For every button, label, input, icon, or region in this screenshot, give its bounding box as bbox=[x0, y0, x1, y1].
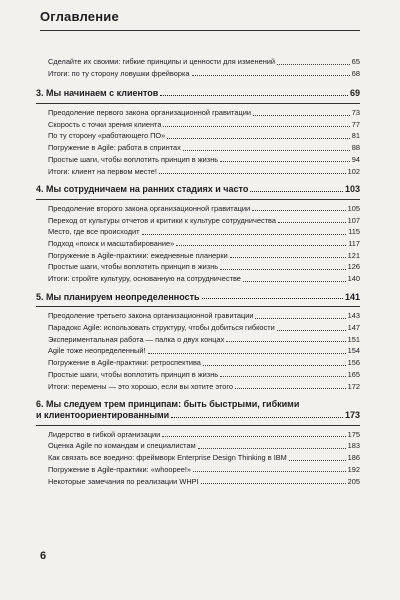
entry-title: По ту сторону «работающего ПО» bbox=[48, 131, 166, 141]
entry-title: Итоги: перемены — это хорошо, если вы хотите этого bbox=[48, 381, 234, 391]
entry-title: Некоторые замечания по реализации WHPI bbox=[48, 476, 199, 486]
entry-page: 107 bbox=[347, 215, 360, 225]
chapter-sections bbox=[48, 109, 360, 176]
chapter-title: 5. Мы планируем неопределенность bbox=[36, 291, 200, 302]
toc-entry[interactable] bbox=[48, 156, 360, 165]
toc-entry[interactable] bbox=[48, 442, 360, 451]
chapter-heading[interactable] bbox=[36, 292, 360, 303]
leader-dots bbox=[277, 329, 346, 331]
entry-title: Простые шаги, чтобы воплотить принцип в жизнь bbox=[48, 262, 219, 272]
toc-entry[interactable] bbox=[48, 336, 360, 345]
entry-title: Парадокс Agile: использовать структуру, чтобы добиться гибкости bbox=[48, 323, 275, 333]
leader-dots bbox=[176, 244, 346, 246]
leader-dots bbox=[255, 317, 345, 319]
toc-entry[interactable] bbox=[48, 371, 360, 380]
entry-page: 154 bbox=[347, 346, 360, 356]
chapter-heading[interactable] bbox=[36, 88, 360, 99]
leader-dots bbox=[160, 94, 348, 96]
entry-page: 172 bbox=[347, 381, 360, 391]
leader-dots bbox=[192, 74, 350, 76]
entry-page: 175 bbox=[347, 429, 360, 439]
chapter-page: 103 bbox=[344, 184, 360, 195]
entry-title: Погружение в Agile-практики: «whoopee!» bbox=[48, 464, 192, 474]
entry-title: Скорость с точки зрения клиента bbox=[48, 119, 162, 129]
page-header bbox=[40, 8, 360, 31]
entry-page: 186 bbox=[347, 453, 360, 463]
leader-dots bbox=[243, 280, 346, 282]
chapter-6 bbox=[36, 399, 360, 486]
toc-entry[interactable] bbox=[48, 275, 360, 284]
leader-dots bbox=[159, 172, 346, 174]
entry-title: Преодоление второго закона организационной гравитации bbox=[48, 203, 251, 213]
leader-dots bbox=[220, 375, 346, 377]
toc-entry[interactable] bbox=[48, 431, 360, 440]
entry-title: Простые шаги, чтобы воплотить принцип в жизнь bbox=[48, 154, 219, 164]
entry-page: 151 bbox=[347, 334, 360, 344]
toc-entry[interactable] bbox=[48, 168, 360, 177]
continued-entries bbox=[48, 58, 360, 78]
chapter-title-line1: 6. Мы следуем трем принципам: быть быстрыми, гибкими bbox=[36, 399, 300, 410]
entry-page: 88 bbox=[351, 143, 360, 153]
leader-dots bbox=[235, 387, 346, 389]
toc-entry[interactable] bbox=[48, 144, 360, 153]
toc-entry[interactable] bbox=[48, 263, 360, 272]
entry-page: 68 bbox=[351, 68, 360, 78]
leader-dots bbox=[278, 221, 346, 223]
entry-title: Погружение в Agile-практики: ретроспектива bbox=[48, 358, 201, 368]
leader-dots bbox=[167, 137, 349, 139]
entry-title: Погружение в Agile: работа в спринтах bbox=[48, 143, 181, 153]
entry-page: 192 bbox=[347, 464, 360, 474]
chapter-page: 69 bbox=[349, 88, 360, 99]
leader-dots bbox=[171, 416, 343, 418]
toc-entry[interactable] bbox=[48, 121, 360, 130]
entry-page: 147 bbox=[347, 323, 360, 333]
entry-title: Итоги: по ту сторону ловушки фрейворка bbox=[48, 68, 190, 78]
entry-title: Преодоление первого закона организационной гравитации bbox=[48, 108, 251, 118]
entry-title: Итоги: клиент на первом месте! bbox=[48, 166, 157, 176]
toc-entry[interactable] bbox=[48, 252, 360, 261]
chapter-sections bbox=[48, 312, 360, 391]
entry-title: Как связать все воедино: фреймворк Enterprise Design Thinking в IBM bbox=[48, 453, 287, 463]
leader-dots bbox=[253, 114, 350, 116]
entry-page: 156 bbox=[347, 358, 360, 368]
toc-entry[interactable] bbox=[48, 132, 360, 141]
toc-entry[interactable] bbox=[48, 454, 360, 463]
leader-dots bbox=[289, 459, 346, 461]
leader-dots bbox=[202, 297, 343, 299]
entry-page: 65 bbox=[351, 57, 360, 66]
entry-page: 205 bbox=[347, 476, 360, 486]
leader-dots bbox=[230, 256, 346, 258]
entry-title: Итоги: стройте культуру, основанную на сотрудничестве bbox=[48, 274, 241, 284]
chapter-heading[interactable] bbox=[36, 184, 360, 195]
entry-page: 143 bbox=[347, 311, 360, 321]
toc-entry[interactable] bbox=[48, 70, 360, 79]
chapter-page: 141 bbox=[344, 291, 360, 302]
toc-entry[interactable] bbox=[48, 324, 360, 333]
entry-title: Сделайте их своими: гибкие принципы и ценности для изменений bbox=[48, 57, 276, 66]
table-of-contents bbox=[36, 57, 360, 494]
leader-dots bbox=[201, 482, 346, 484]
chapter-sections bbox=[48, 205, 360, 284]
chapter-title-line2-row bbox=[36, 410, 360, 421]
leader-dots bbox=[142, 233, 347, 235]
chapter-divider bbox=[36, 199, 360, 200]
chapter-3 bbox=[36, 88, 360, 176]
entry-title: Простые шаги, чтобы воплотить принцип в жизнь bbox=[48, 369, 219, 379]
entry-page: 77 bbox=[351, 119, 360, 129]
entry-page: 94 bbox=[351, 154, 360, 164]
leader-dots bbox=[250, 190, 343, 192]
leader-dots bbox=[148, 352, 346, 354]
toc-entry[interactable] bbox=[48, 205, 360, 214]
chapter-title: 4. Мы сотрудничаем на ранних стадиях и часто bbox=[36, 184, 249, 195]
entry-title: Преодоление третьего закона организационной гравитации bbox=[48, 311, 254, 321]
chapter-divider bbox=[36, 425, 360, 426]
entry-title: Погружение в Agile-практики: ежедневные планерки bbox=[48, 250, 228, 260]
entry-title: Переход от культуры отчетов и критики к культуре сотрудничества bbox=[48, 215, 276, 225]
chapter-title: 3. Мы начинаем с клиентов bbox=[36, 88, 159, 99]
chapter-divider bbox=[36, 306, 360, 307]
chapter-heading[interactable] bbox=[36, 399, 360, 421]
entry-page: 121 bbox=[347, 250, 360, 260]
toc-entry[interactable] bbox=[48, 383, 360, 392]
entry-page: 117 bbox=[348, 238, 360, 248]
toc-entry[interactable] bbox=[48, 359, 360, 368]
entry-title: Agile тоже неопределенный! bbox=[48, 346, 146, 356]
toc-entry[interactable] bbox=[48, 109, 360, 118]
leader-dots bbox=[220, 160, 350, 162]
entry-title: Подход «поиск и масштабирование» bbox=[48, 238, 175, 248]
entry-title: Лидерство в гибкой организации bbox=[48, 429, 161, 439]
toc-entry[interactable] bbox=[48, 58, 360, 67]
entry-page: 183 bbox=[347, 441, 360, 451]
leader-dots bbox=[220, 268, 346, 270]
leader-dots bbox=[162, 435, 345, 437]
leader-dots bbox=[226, 340, 345, 342]
entry-page: 81 bbox=[351, 131, 360, 141]
leader-dots bbox=[183, 149, 350, 151]
entry-page: 102 bbox=[347, 166, 360, 176]
toc-entry[interactable] bbox=[48, 312, 360, 321]
leader-dots bbox=[163, 125, 349, 127]
leader-dots bbox=[193, 470, 346, 472]
leader-dots bbox=[277, 63, 350, 65]
entry-title: Место, где все происходит bbox=[48, 227, 140, 237]
toc-entry[interactable] bbox=[48, 217, 360, 226]
chapter-page: 173 bbox=[344, 409, 360, 420]
toc-entry[interactable] bbox=[48, 347, 360, 356]
entry-page: 165 bbox=[347, 369, 360, 379]
page-number: 6 bbox=[40, 550, 47, 562]
leader-dots bbox=[198, 447, 346, 449]
toc-entry[interactable] bbox=[48, 478, 360, 487]
chapter-sections bbox=[48, 431, 360, 486]
leader-dots bbox=[252, 209, 345, 211]
toc-entry[interactable] bbox=[48, 228, 360, 237]
entry-title: Экспериментальная работа — палка о двух концах bbox=[48, 334, 225, 344]
chapter-4 bbox=[36, 184, 360, 284]
page-title: Оглавление bbox=[40, 9, 119, 24]
entry-title: Оценка Agile по командам и специалистам bbox=[48, 441, 196, 451]
entry-page: 73 bbox=[351, 108, 360, 118]
chapter-divider bbox=[36, 103, 360, 104]
toc-entry[interactable] bbox=[48, 466, 360, 475]
toc-entry[interactable] bbox=[48, 240, 360, 249]
chapter-title-line2: и клиентоориентированными bbox=[36, 409, 170, 420]
entry-page: 126 bbox=[347, 262, 360, 272]
entry-page: 140 bbox=[347, 274, 360, 284]
entry-page: 115 bbox=[348, 227, 360, 237]
chapter-5 bbox=[36, 291, 360, 392]
leader-dots bbox=[203, 364, 346, 366]
entry-page: 105 bbox=[347, 203, 360, 213]
